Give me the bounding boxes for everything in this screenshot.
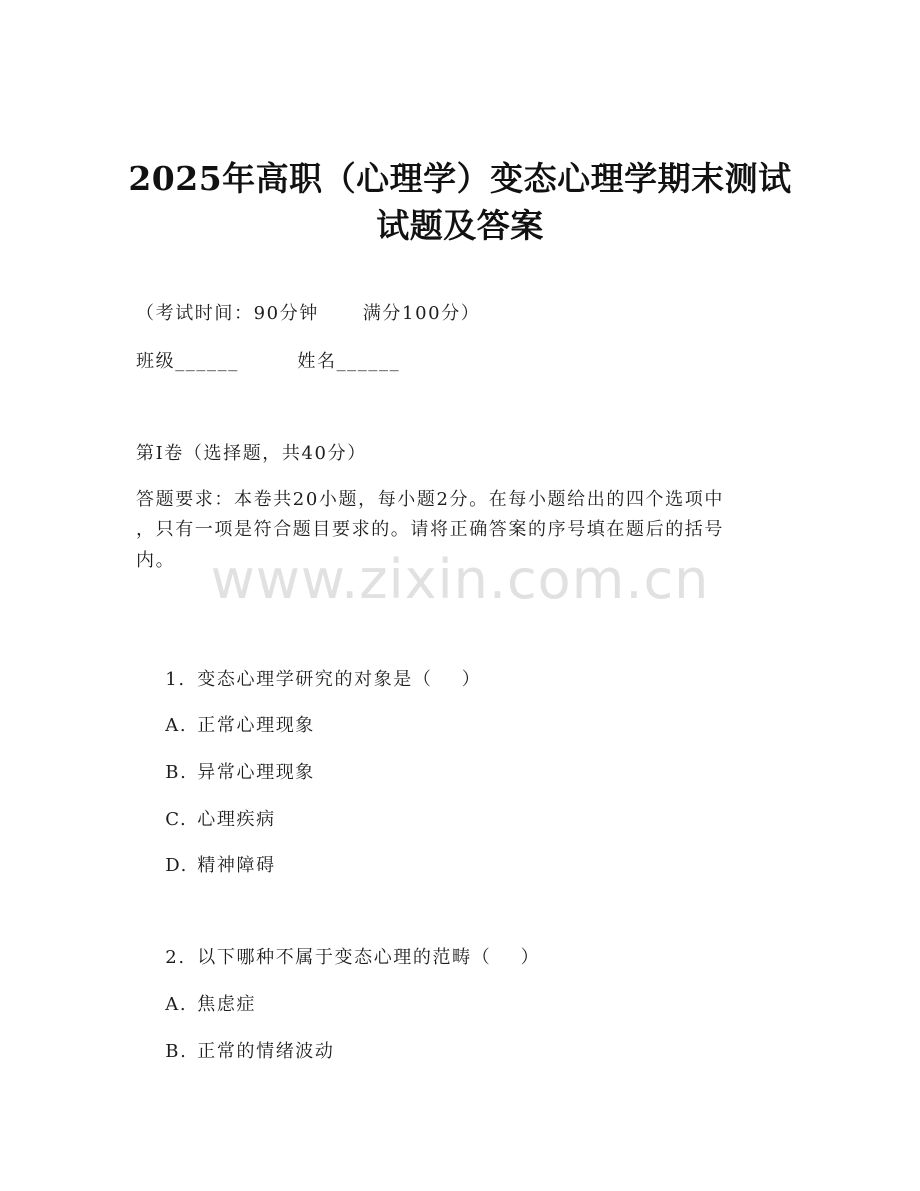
option-2b bbox=[136, 1016, 335, 1088]
question-stem: 变态心理学研究的对象是（ ） bbox=[197, 669, 482, 690]
document-title-line-2: 试题及答案 bbox=[376, 206, 544, 245]
class-name-fields: 班级______ 姓名______ bbox=[136, 351, 401, 372]
option-text: 正常心理现象 bbox=[197, 715, 315, 736]
exam-info: （考试时间：90分钟 满分100分） bbox=[136, 303, 481, 324]
instructions-line-2: ，只有一项是符合题目要求的。请将正确答案的序号填在题后的括号 bbox=[136, 519, 724, 540]
option-text: 正常的情绪波动 bbox=[197, 1041, 335, 1062]
question-stem: 以下哪种不属于变态心理的范畴（ ） bbox=[197, 947, 541, 968]
instructions-line-3: 内。 bbox=[136, 550, 176, 571]
option-key: D. bbox=[165, 855, 189, 876]
document-title-line-1: 2025年高职（心理学）变态心理学期末测试 bbox=[128, 159, 792, 198]
option-text: 精神障碍 bbox=[197, 855, 276, 876]
option-text: 异常心理现象 bbox=[197, 762, 315, 783]
question-number: 1. bbox=[165, 669, 186, 690]
watermark: www.zixin.com.cn bbox=[210, 548, 710, 611]
option-key: A. bbox=[165, 715, 188, 736]
option-key: C. bbox=[165, 809, 188, 830]
option-key: A. bbox=[165, 994, 188, 1015]
section-title: 第I卷（选择题，共40分） bbox=[136, 443, 367, 464]
option-key: B. bbox=[165, 1041, 188, 1062]
instructions-line-1: 答题要求：本卷共20小题，每小题2分。在每小题给出的四个选项中 bbox=[136, 489, 724, 510]
option-key: B. bbox=[165, 762, 188, 783]
question-number: 2. bbox=[165, 947, 186, 968]
option-1d bbox=[136, 830, 276, 902]
option-text: 心理疾病 bbox=[197, 809, 276, 830]
option-text: 焦虑症 bbox=[197, 994, 257, 1015]
